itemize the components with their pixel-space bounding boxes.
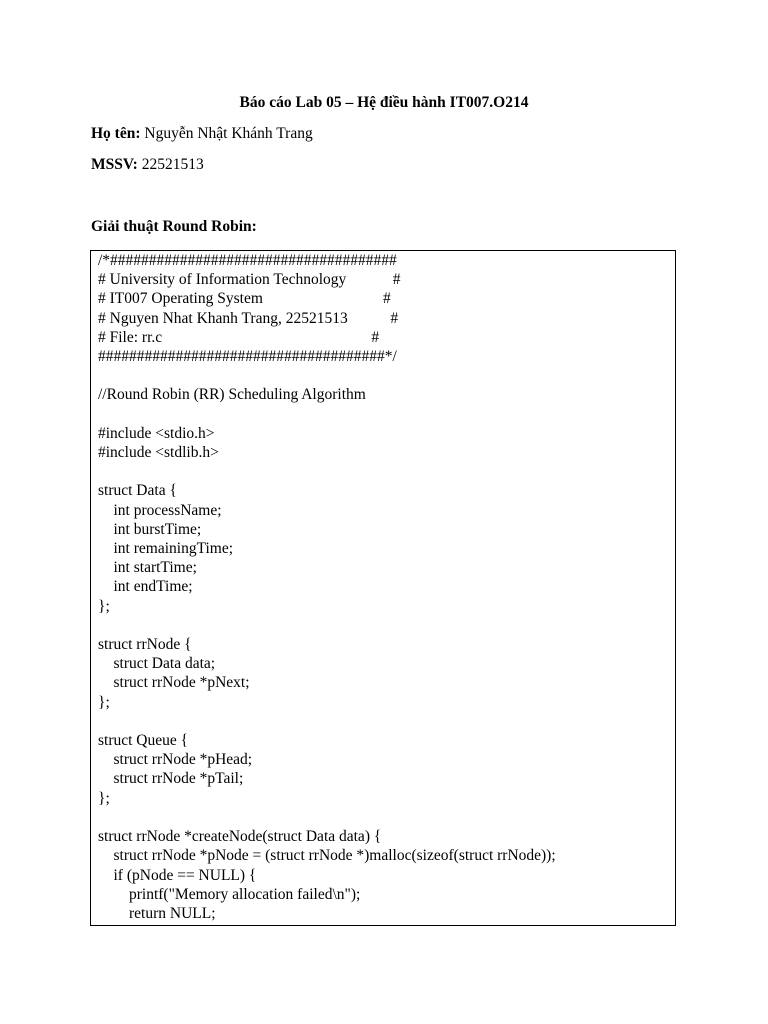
student-name-value: Nguyễn Nhật Khánh Trang [140, 125, 313, 142]
section-heading: Giải thuật Round Robin: [91, 218, 257, 235]
student-id-label: MSSV: [91, 156, 138, 173]
student-name-line [91, 124, 313, 144]
page-title: Báo cáo Lab 05 – Hệ điều hành IT007.O214 [239, 94, 529, 111]
code-listing-box [90, 250, 676, 926]
student-id-line [91, 155, 204, 175]
student-name-label: Họ tên: [91, 125, 141, 142]
code-listing: /*##################################### # University of Information Technology # # IT007 Operating System # # Nguyen Nhat Khanh Trang, 22521513 # # File: rr.c # #####################################*/ //Round Robin (RR) Scheduling Algorithm #include <stdio.h> #include <stdlib.h> struct Data { int processName; int burstTime; int remainingTime; int startTime; int endTime; }; struct rrNode { struct Data data; struct rrNode *pNext; }; struct Queue { struct rrNode *pHead; struct rrNode *pTail; }; struct rrNode *createNode(struct Data data) { struct rrNode *pNode = (struct rrNode *)malloc(sizeof(struct rrNode)); if (pNode == NULL) { printf("Memory allocation failed\n"); return NULL; [98, 252, 556, 922]
student-id-value: 22521513 [137, 156, 204, 173]
